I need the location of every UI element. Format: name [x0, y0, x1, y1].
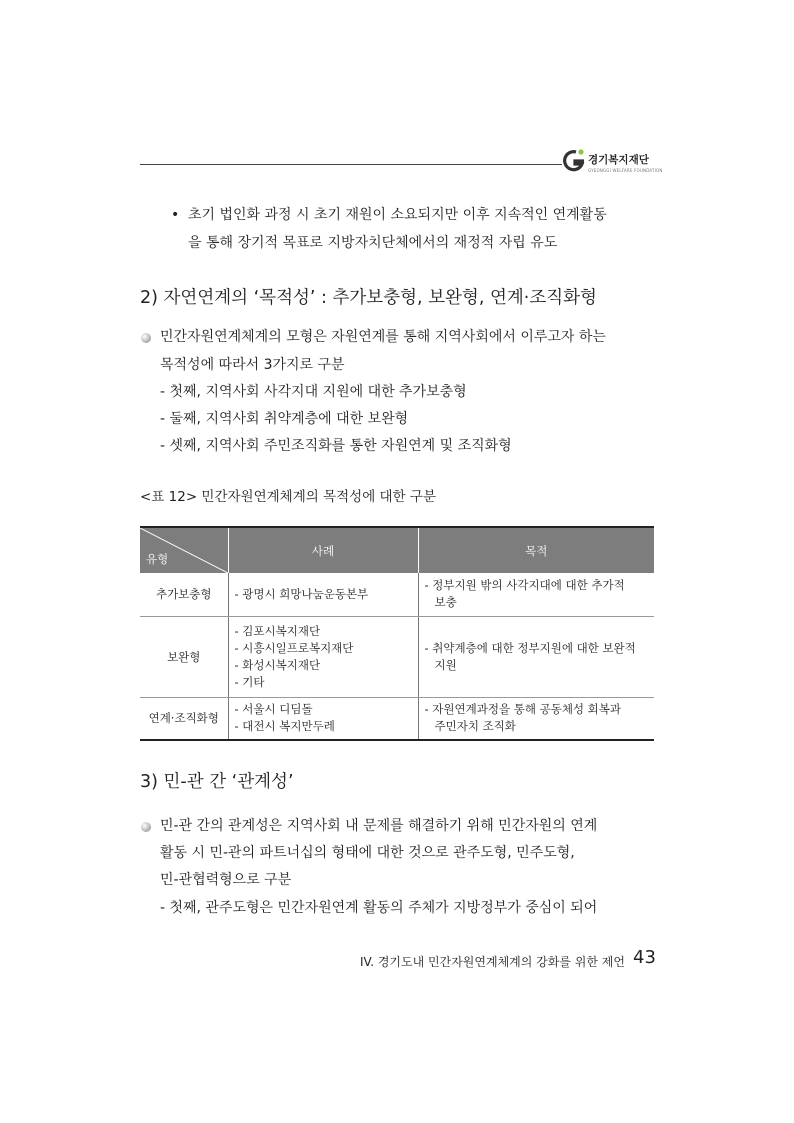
- section-2-item-1: - 첫째, 지역사회 사각지대 지원에 대한 추가보충형: [160, 384, 467, 400]
- header-type-cell: [140, 527, 228, 573]
- purpose-line: 보충: [434, 595, 457, 610]
- logo-text: 경기복지재단: [588, 154, 649, 166]
- section-2-item-3: - 셋째, 지역사회 주민조직화를 통한 자원연계 및 조직화형: [160, 438, 512, 454]
- example-item: - 광명시 희망나눔운동본부: [234, 586, 369, 601]
- footer-chapter-title: IV. 경기도내 민간자원연계체계의 강화를 위한 제언: [360, 955, 625, 969]
- example-item: - 기타: [234, 674, 265, 689]
- intro-line-2: 을 통해 장기적 목표로 지방자치단체에서의 재정적 자립 유도: [188, 235, 558, 251]
- section-3-item-1: - 첫째, 관주도형은 민간자원연계 활동의 주체가 지방정부가 중심이 되어: [160, 900, 598, 916]
- example-item: - 시흥시일프로복지재단: [234, 640, 354, 655]
- circle-bullet-icon: [141, 333, 151, 343]
- table-caption: <표 12> 민간자원연계체계의 목적성에 대한 구분: [140, 489, 436, 505]
- example-item: - 대전시 복지만두레: [234, 719, 335, 734]
- example-cell: [228, 697, 418, 740]
- logo-subtext: GYEONGGI WELFARE FOUNDATION: [588, 168, 663, 173]
- purpose-line: - 정부지원 밖의 사각지대에 대한 추가적: [424, 578, 625, 593]
- purpose-line: 주민자치 조직화: [434, 719, 516, 734]
- bullet-dot-icon: •: [171, 207, 180, 223]
- table-row: [140, 616, 654, 697]
- page-number: 43: [633, 947, 656, 968]
- type-cell: 추가보충형: [140, 573, 228, 616]
- purpose-type-table: [140, 526, 654, 741]
- section-2-paragraph-line-1: 민간자원연계체계의 모형은 자원연계를 통해 지역사회에서 이루고자 하는: [160, 329, 606, 345]
- foundation-logo: [562, 148, 662, 178]
- type-cell: 연계·조직화형: [140, 697, 228, 740]
- table-row: [140, 697, 654, 740]
- header-example-cell: 사례: [228, 527, 418, 573]
- example-item: - 화성시복지재단: [234, 657, 321, 672]
- table-header-row: [140, 527, 654, 573]
- circle-bullet-icon: [141, 822, 151, 832]
- example-item: - 서울시 디딤돌: [234, 702, 313, 717]
- section-3-heading: 3) 민-관 간 ‘관계성’: [140, 772, 294, 792]
- logo-mark-icon: [562, 148, 586, 174]
- purpose-line: - 자원연계과정을 통해 공동체성 회복과: [424, 702, 622, 717]
- example-cell: [228, 616, 418, 697]
- header-rule: [140, 164, 562, 165]
- example-item: - 김포시복지재단: [234, 623, 321, 638]
- section-3-paragraph-line-1: 민-관 간의 관계성은 지역사회 내 문제를 해결하기 위해 민간자원의 연계: [160, 818, 598, 834]
- intro-line-1: 초기 법인화 과정 시 초기 재원이 소요되지만 이후 지속적인 연계활동: [188, 207, 607, 223]
- header-type-label: 유형: [146, 552, 169, 566]
- example-cell: [228, 573, 418, 616]
- section-3-paragraph-line-3: 민-관협력형으로 구분: [160, 872, 292, 888]
- purpose-line: 지원: [434, 657, 457, 672]
- type-cell: 보완형: [140, 616, 228, 697]
- purpose-line: - 취약계층에 대한 정부지원에 대한 보완적: [424, 640, 636, 655]
- purpose-cell: [418, 573, 654, 616]
- section-2-item-2: - 둘째, 지역사회 취약계층에 대한 보완형: [160, 411, 409, 427]
- section-2-paragraph-line-2: 목적성에 따라서 3가지로 구분: [160, 357, 345, 373]
- section-2-heading: 2) 자연연계의 ‘목적성’ : 추가보충형, 보완형, 연계·조직화형: [140, 288, 597, 308]
- header-purpose-cell: 목적: [418, 527, 654, 573]
- purpose-cell: [418, 616, 654, 697]
- table-row: [140, 573, 654, 616]
- section-3-paragraph-line-2: 활동 시 민-관의 파트너십의 형태에 대한 것으로 관주도형, 민주도형,: [160, 845, 575, 861]
- purpose-cell: [418, 697, 654, 740]
